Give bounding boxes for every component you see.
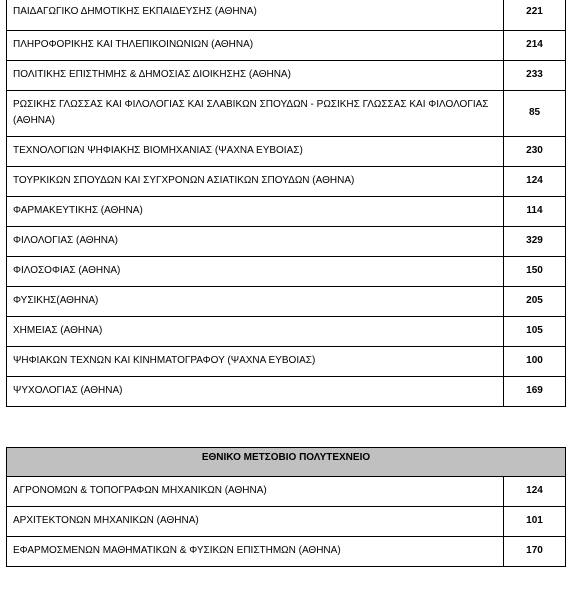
ntua-table [6,447,566,567]
table-row [7,507,566,537]
department-name: ΕΦΑΡΜΟΣΜΕΝΩΝ ΜΑΘΗΜΑΤΙΚΩΝ & ΦΥΣΙΚΩΝ ΕΠΙΣΤΗΜΩΝ (ΑΘΗΝΑ) [7,537,504,567]
department-name: ΦΙΛΟΛΟΓΙΑΣ (ΑΘΗΝΑ) [7,226,504,256]
table-row [7,90,566,136]
department-value: 100 [504,346,566,376]
department-name: ΦΑΡΜΑΚΕΥΤΙΚΗΣ (ΑΘΗΝΑ) [7,196,504,226]
departments-table [6,0,566,407]
table-row [7,30,566,60]
table-header-row [7,448,566,477]
table-row [7,0,566,30]
department-value: 124 [504,477,566,507]
department-value: 105 [504,316,566,346]
department-value: 233 [504,60,566,90]
table-row [7,537,566,567]
department-name: ΦΙΛΟΣΟΦΙΑΣ (ΑΘΗΝΑ) [7,256,504,286]
department-value: 101 [504,507,566,537]
department-name: ΧΗΜΕΙΑΣ (ΑΘΗΝΑ) [7,316,504,346]
department-name: ΨΗΦΙΑΚΩΝ ΤΕΧΝΩΝ ΚΑΙ ΚΙΝΗΜΑΤΟΓΡΑΦΟΥ (ΨΑΧΝΑ ΕΥΒΟΙΑΣ) [7,346,504,376]
department-value: 329 [504,226,566,256]
department-value: 214 [504,30,566,60]
department-value: 150 [504,256,566,286]
table-row [7,166,566,196]
table-row [7,316,566,346]
table-row [7,346,566,376]
department-value: 205 [504,286,566,316]
department-value: 124 [504,166,566,196]
department-name: ΤΟΥΡΚΙΚΩΝ ΣΠΟΥΔΩΝ ΚΑΙ ΣΥΓΧΡΟΝΩΝ ΑΣΙΑΤΙΚΩΝ ΣΠΟΥΔΩΝ (ΑΘΗΝΑ) [7,166,504,196]
department-name: ΦΥΣΙΚΗΣ(ΑΘΗΝΑ) [7,286,504,316]
table-row [7,60,566,90]
table-row [7,136,566,166]
department-value: 169 [504,376,566,406]
department-name: ΠΟΛΙΤΙΚΗΣ ΕΠΙΣΤΗΜΗΣ & ΔΗΜΟΣΙΑΣ ΔΙΟΙΚΗΣΗΣ (ΑΘΗΝΑ) [7,60,504,90]
department-name: ΨΥΧΟΛΟΓΙΑΣ (ΑΘΗΝΑ) [7,376,504,406]
department-value: 85 [504,90,566,136]
department-value: 221 [504,0,566,30]
department-name: ΠΑΙΔΑΓΩΓΙΚΟ ΔΗΜΟΤΙΚΗΣ ΕΚΠΑΙΔΕΥΣΗΣ (ΑΘΗΝΑ) [7,0,504,30]
table-row [7,376,566,406]
table-row [7,477,566,507]
department-name: ΑΡΧΙΤΕΚΤΟΝΩΝ ΜΗΧΑΝΙΚΩΝ (ΑΘΗΝΑ) [7,507,504,537]
department-name: ΑΓΡΟΝΟΜΩΝ & ΤΟΠΟΓΡΑΦΩΝ ΜΗΧΑΝΙΚΩΝ (ΑΘΗΝΑ) [7,477,504,507]
department-name: ΤΕΧΝΟΛΟΓΙΩΝ ΨΗΦΙΑΚΗΣ ΒΙΟΜΗΧΑΝΙΑΣ (ΨΑΧΝΑ ΕΥΒΟΙΑΣ) [7,136,504,166]
table-row [7,196,566,226]
department-value: 114 [504,196,566,226]
department-name: ΡΩΣΙΚΗΣ ΓΛΩΣΣΑΣ ΚΑΙ ΦΙΛΟΛΟΓΙΑΣ ΚΑΙ ΣΛΑΒΙΚΩΝ ΣΠΟΥΔΩΝ - ΡΩΣΙΚΗΣ ΓΛΩΣΣΑΣ ΚΑΙ ΦΙΛΟΛΟΓΙΑΣ (ΑΘΗΝΑ) [7,90,504,136]
table-row [7,226,566,256]
table-row [7,256,566,286]
department-value: 170 [504,537,566,567]
university-header: ΕΘΝΙΚΟ ΜΕΤΣΟΒΙΟ ΠΟΛΥΤΕΧΝΕΙΟ [7,448,566,477]
department-name: ΠΛΗΡΟΦΟΡΙΚΗΣ ΚΑΙ ΤΗΛΕΠΙΚΟΙΝΩΝΙΩΝ (ΑΘΗΝΑ) [7,30,504,60]
table-row [7,286,566,316]
department-value: 230 [504,136,566,166]
